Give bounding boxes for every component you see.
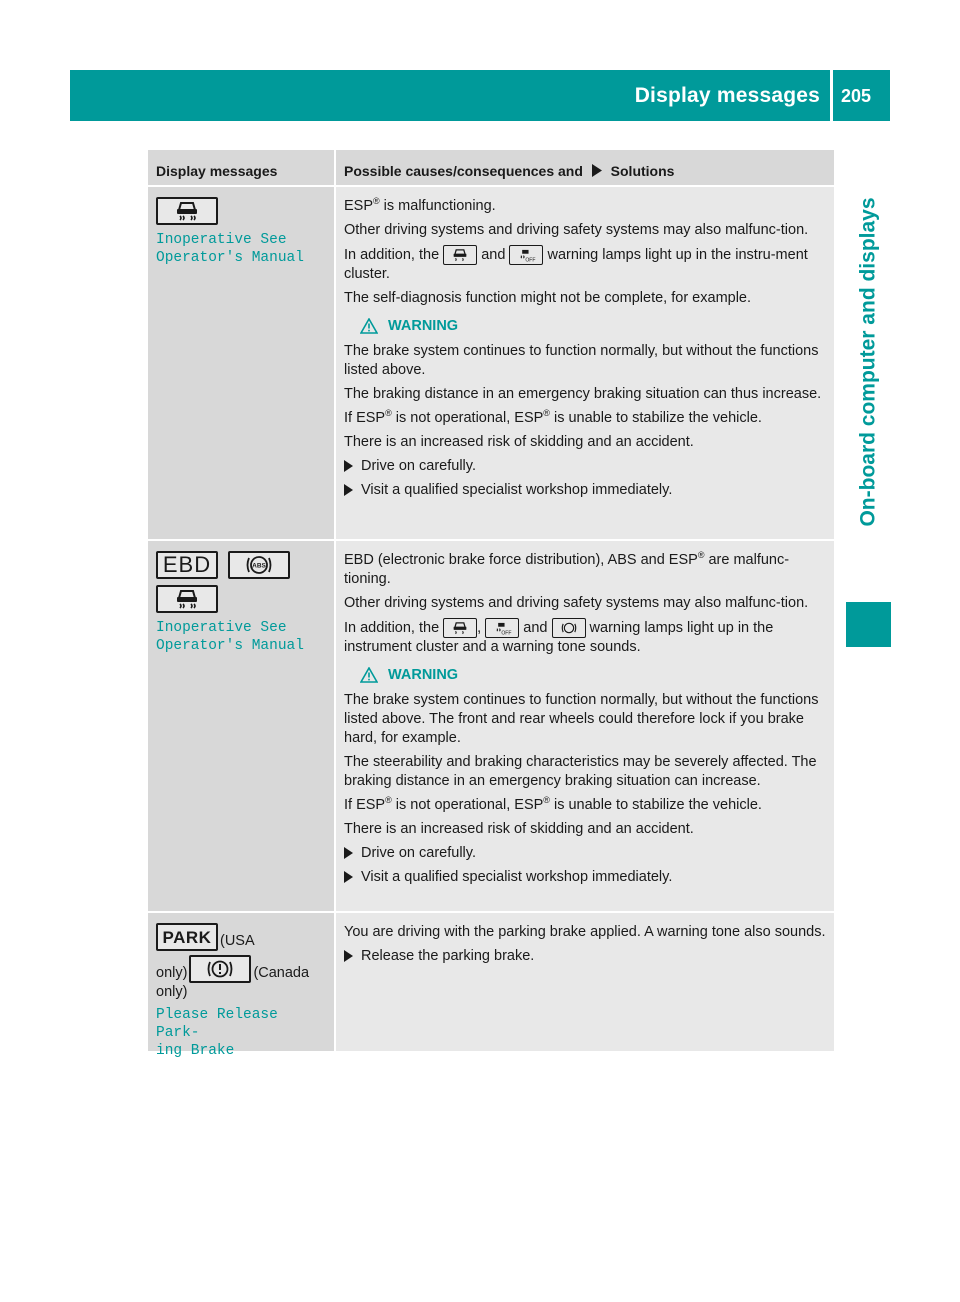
display-message-line2: Operator's Manual — [156, 250, 304, 266]
brake-warning-icon — [189, 955, 251, 983]
display-message-cell — [148, 541, 334, 911]
svg-text:OFF: OFF — [501, 630, 512, 635]
warning-heading: WARNING — [360, 667, 826, 683]
action-item: Drive on carefully. — [344, 457, 826, 481]
warning-text-1: The brake system continues to function normally, but without the functions listed above. — [344, 343, 819, 378]
action-arrow-icon — [344, 847, 353, 859]
esp-warning-icon — [443, 245, 477, 265]
display-message-line1: Inoperative See — [156, 232, 287, 248]
action-item: Release the parking brake. — [344, 947, 826, 971]
action-arrow-icon — [344, 484, 353, 496]
self-diagnosis-text: The self-diagnosis function might not be complete, for example. — [344, 290, 752, 306]
section-side-title — [846, 132, 891, 592]
lamps-text: In addition, the and OFF warning lamps light up in the instru-ment cluster. — [344, 246, 808, 282]
header-title: Display messages — [634, 84, 820, 107]
warning-text-2: The steerability and braking characteristics may be severely affected. The braking distance in an emergency braking situation can increase. — [344, 754, 817, 789]
warning-text-4: There is an increased risk of skidding and an accident. — [344, 434, 694, 450]
display-message-line2: Operator's Manual — [156, 638, 304, 654]
table-header-row — [148, 150, 834, 185]
causes-cell — [336, 187, 834, 539]
display-message-line2: ing Brake — [156, 1043, 235, 1059]
park-usa-line: PARK (USA — [156, 923, 326, 951]
ebd-icon: EBD — [156, 551, 218, 579]
svg-text:ABS: ABS — [252, 562, 266, 570]
abs-icon — [552, 618, 586, 638]
col-header-causes — [336, 150, 834, 185]
warning-text-3: If ESP® is not operational, ESP® is unable to stabilize the vehicle. — [344, 795, 762, 813]
esp-malfunction-text: ESP® is malfunctioning. — [344, 196, 496, 214]
action-arrow-icon — [344, 950, 353, 962]
abs-icon — [228, 551, 290, 579]
esp-warning-indicator — [156, 197, 218, 225]
warning-heading: WARNING — [360, 318, 826, 334]
action-item: Visit a qualified specialist workshop immediately. — [344, 868, 826, 892]
action-item: Drive on carefully. — [344, 844, 826, 868]
col-header-display-messages: Display messages — [148, 150, 334, 185]
esp-warning-icon — [173, 588, 201, 610]
esp-off-icon — [485, 618, 519, 638]
side-title-text: On-board computer and displays — [856, 197, 880, 527]
table-row — [148, 187, 834, 539]
display-message-cell — [148, 187, 334, 539]
col-header-causes-post: Solutions — [610, 163, 675, 179]
action-arrow-icon — [344, 871, 353, 883]
causes-cell — [336, 913, 834, 1051]
esp-warning-indicator — [156, 585, 218, 613]
svg-text:OFF: OFF — [525, 257, 536, 262]
side-marker — [846, 602, 891, 647]
warning-triangle-icon — [360, 318, 378, 334]
parking-brake-text: You are driving with the parking brake applied. A warning tone also sounds. — [344, 924, 826, 940]
warning-text-1: The brake system continues to function normally, but without the functions listed above. The front and rear wheels could therefore lock if you brake hard, for example. — [344, 692, 819, 746]
header-divider — [830, 70, 833, 121]
display-message-line1: Please Release Park- — [156, 1007, 278, 1041]
other-systems-text: Other driving systems and driving safety systems may also malfunc-tion. — [344, 595, 809, 611]
table-row — [148, 541, 834, 911]
park-brake-icon: PARK — [156, 923, 218, 951]
esp-warning-icon — [173, 200, 201, 222]
page-number: 205 — [841, 86, 872, 106]
ebd-malfunction-text: EBD (electronic brake force distribution), ABS and ESP® are malfunc-tioning. — [344, 550, 790, 587]
action-item: Visit a qualified specialist workshop immediately. — [344, 481, 826, 505]
warning-text-4: There is an increased risk of skidding and an accident. — [344, 821, 694, 837]
action-arrow-icon — [591, 164, 603, 177]
warning-triangle-icon — [360, 667, 378, 683]
display-message-cell — [148, 913, 334, 1059]
park-canada-line: only) (Canada — [156, 955, 326, 983]
warning-text-3: If ESP® is not operational, ESP® is unable to stabilize the vehicle. — [344, 408, 762, 426]
esp-warning-icon — [443, 618, 477, 638]
page-header — [70, 70, 890, 121]
lamps-text: In addition, the , OFF and warning lamps light up in the instrument cluster and a warning tone sounds. — [344, 619, 774, 655]
action-arrow-icon — [344, 460, 353, 472]
warning-text-2: The braking distance in an emergency braking situation can thus increase. — [344, 386, 822, 402]
col-header-causes-pre: Possible causes/consequences and — [344, 163, 583, 179]
other-systems-text: Other driving systems and driving safety systems may also malfunc-tion. — [344, 222, 809, 238]
esp-off-icon — [509, 245, 543, 265]
canada-only-text: only) — [156, 984, 188, 1000]
display-messages-table — [148, 150, 834, 1059]
display-message-line1: Inoperative See — [156, 620, 287, 636]
table-row — [148, 913, 834, 1059]
causes-cell — [336, 541, 834, 911]
